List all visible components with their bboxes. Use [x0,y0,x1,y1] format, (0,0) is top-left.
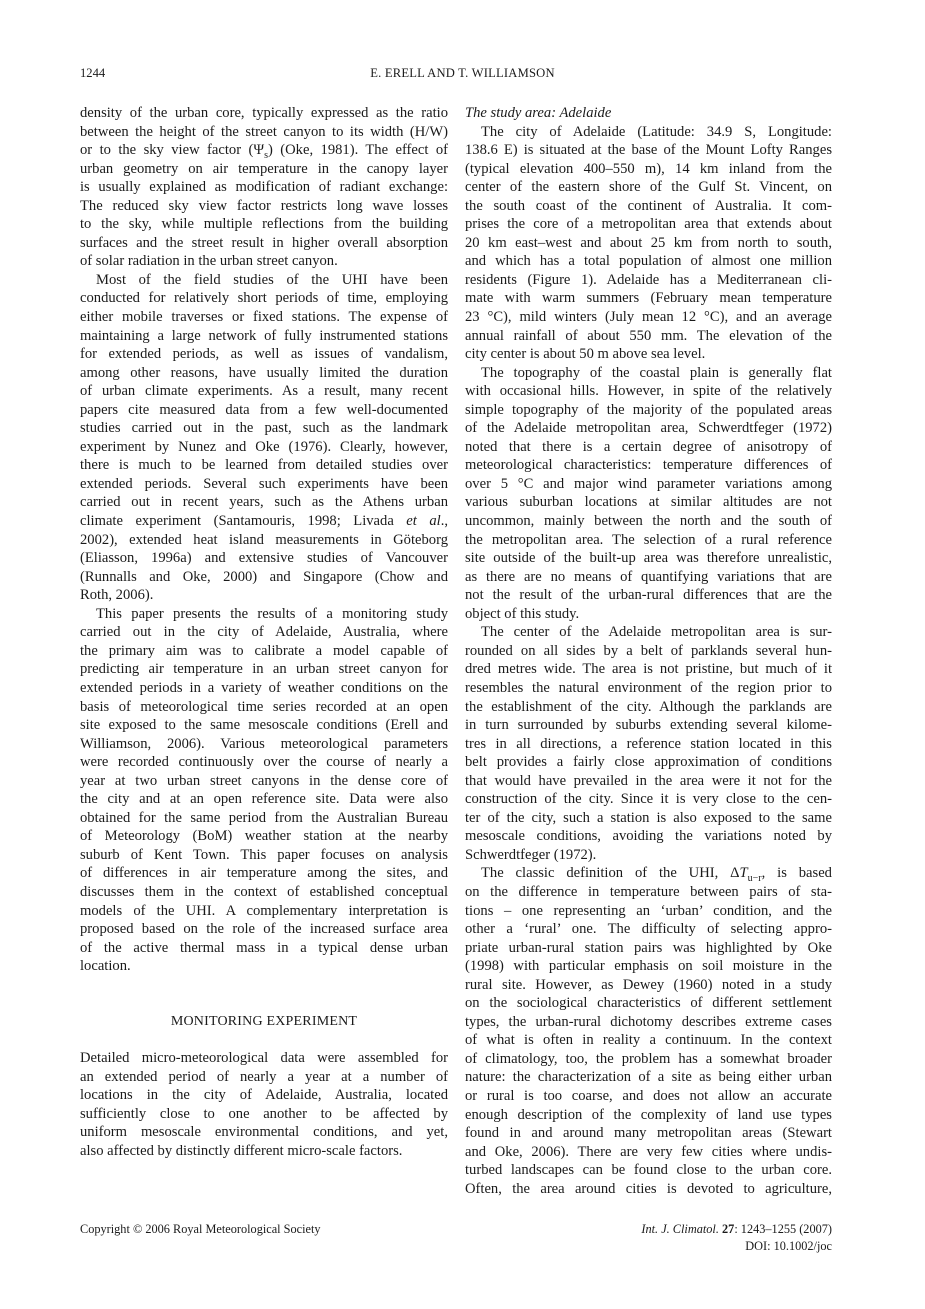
text-line: sufficiently close to one another to be affected by [80,1105,448,1122]
text-line: Most of the field studies of the UHI have been [96,271,448,288]
text-line: city center is about 50 m above sea level. [465,346,706,363]
text-line: resembles the natural environment of the region prior to [465,679,832,696]
text-line: on the difference in temperature between pairs of sta- [465,883,832,900]
text-line: Roth, 2006). [80,587,154,604]
text-line: ter of the city, such a station is also exposed to the same [465,809,832,826]
text-line: turbed landscapes can be found close to the urban core. [465,1162,832,1179]
text-line: The topography of the coastal plain is generally flat [481,364,832,381]
text-line: construction of the city. Since it is very close to the cen- [465,791,832,808]
text-line: (1998) with particular emphasis on soil moisture in the [465,958,832,975]
text-line: either mobile traverses or fixed stations. The expense of [80,309,448,326]
text-line: also affected by distinctly different micro-scale factors. [80,1142,403,1159]
text-line: basis of meteorological time series recorded at an open [80,698,448,715]
text-line: predicting air temperature in an urban street canyon for [80,661,448,678]
copyright-notice: Copyright © 2006 Royal Meteorological Society [80,1222,321,1236]
text-line: over 5 °C and major wind parameter variations among [465,475,832,492]
text-line: extended periods. Several such experiments have been [80,475,448,492]
text-line: found in and around many metropolitan areas (Stewart [465,1125,832,1142]
journal-pages-year: : 1243–1255 (2007) [734,1222,832,1236]
right-column [465,104,832,1198]
text-line: tions – one representing an ‘urban’ condition, and the [465,902,832,919]
text-line: residents (Figure 1). Adelaide has a Mediterranean cli- [465,271,832,288]
text-line: location. [80,958,131,975]
text-line: site exposed to the same mesoscale conditions (Erell and [80,717,448,734]
text-line: of the Adelaide metropolitan area, Schwerdtfeger (1972) [465,420,832,437]
text-line: various suburban locations at similar altitudes are not [465,494,832,511]
text-line: tres in all directions, a reference station located in this [465,735,832,752]
text-line: or rural is too coarse, and does not allow an accurate [465,1087,832,1104]
text-line: of urban climate experiments. As a result, many recent [80,383,448,400]
text-line: year at two urban street canyons in the dense core of [80,772,448,789]
text-line: The classic definition of the UHI, $\Delta T_{u-r}$, is based [481,865,832,885]
text-line: density of the urban core, typically expressed as the ratio [80,105,448,121]
text-line: object of this study. [465,605,580,622]
text-line: The reduced sky view factor restricts long wave losses [80,197,448,214]
text-line: nature: the characterization of a site as being either urban [465,1069,832,1086]
text-line: among other reasons, have usually limited the duration [80,364,448,381]
text-line: Williamson, 2006). Various meteorological parameters [80,735,448,752]
running-head [80,66,845,84]
text-line: on the sociological characteristics of different settlement [465,995,832,1012]
text-line: site outside of the built-up area was therefore unrealistic, [465,550,832,567]
text-line: of the active thermal mass in a typical dense urban [80,939,448,956]
text-line: there is much to be learned from detailed studies over [80,457,448,474]
text-line: urban geometry on air temperature in the canopy layer [80,160,448,177]
subsection-heading: The study area: Adelaide [465,105,612,121]
text-line: prises the core of a metropolitan area that extends about [465,216,832,233]
running-head-authors: E. ERELL AND T. WILLIAMSON [370,66,555,80]
text-line: Detailed micro-meteorological data were assembled for [80,1050,448,1067]
text-line: The center of the Adelaide metropolitan area is sur- [481,624,832,641]
text-line: papers cite measured data from a few well-documented [80,401,448,418]
text-line: to the sky, while multiple reflections from the building [80,216,448,233]
text-line: as there are no means of quantifying variations that are [465,568,832,585]
text-line: the metropolitan area. The selection of a rural reference [465,531,832,548]
text-line: in turn surrounded by suburbs extending several kilome- [465,717,832,734]
text-line: carried out in the city of Adelaide, Australia, where [80,624,448,641]
left-column [80,104,448,1161]
text-line: were recorded continuously over the course of nearly a [80,754,448,771]
text-line: with occasional hills. However, in spite of the relatively [465,383,832,400]
paragraph [465,364,832,624]
text-line: types, the urban-rural dichotomy describes extreme cases [465,1013,832,1030]
spacer [80,976,448,1013]
journal-volume: 27 [722,1222,735,1236]
journal-citation [641,1222,832,1237]
text-line: the city and at an open reference site. Data were also [80,791,448,808]
text-line: enough description of the complexity of land use types [465,1106,832,1123]
paragraph [80,271,448,605]
text-line: The city of Adelaide (Latitude: 34.9 S, Longitude: [481,123,832,140]
text-line: of Meteorology (BoM) weather station at the nearby [80,828,448,845]
text-line: of what is often in reality a continuum. In the context [465,1032,832,1049]
text-line: discusses them in the context of established conceptual [80,883,448,900]
text-line: 2002), extended heat island measurements in Göteborg [80,531,448,548]
paragraph [80,1049,448,1160]
text-line: the south coast of the continent of Australia. It com- [465,197,832,214]
text-line: meteorological characteristics: temperature differences of [465,457,832,474]
text-line: locations in the city of Adelaide, Australia, located [80,1087,448,1104]
text-line: mesoscale conditions, avoiding the variations noted by [465,828,832,845]
text-line: conducted for relatively short periods of time, employing [80,290,448,307]
text-line: uniform mesoscale environmental conditions, and yet, [80,1124,448,1141]
text-line: of climatology, too, the problem has a somewhat broader [465,1050,832,1067]
text-line: Schwerdtfeger (1972). [465,846,597,863]
text-line: center of the eastern shore of the Gulf St. Vincent, on [465,179,832,196]
text-line: 23 °C), mild winters (July mean 12 °C), and an average [465,309,832,326]
text-line: an extended period of nearly a year at a number of [80,1068,448,1085]
text-line: dred metres wide. The area is not pristine, but much of it [465,661,832,678]
text-line: not the result of the urban-rural differences that are the [465,587,832,604]
text-line: and Oke, 2006). There are very few cities where undis- [465,1143,832,1160]
text-line: extended periods in a variety of weather conditions on the [80,679,448,696]
text-line: of differences in air temperature among the sites, and [80,865,448,882]
text-line: annual rainfall of about 550 mm. The elevation of the [465,327,832,344]
paragraph [80,605,448,976]
text-line: noted that there is a certain degree of anisotropy of [465,438,832,455]
text-line: for extended periods, as well as issues of vandalism, [80,346,448,363]
text-line: of solar radiation in the urban street canyon. [80,253,338,270]
text-line: studies carried out in the past, such as the landmark [80,420,448,437]
text-line: experiment by Nunez and Oke (1976). Clearly, however, [80,438,448,455]
text-line: belt provides a fairly close approximation of conditions [465,754,832,771]
text-line: uncommon, mainly between the north and the south of [465,513,832,530]
text-line: carried out in recent years, such as the Athens urban [80,494,448,511]
text-line: 138.6 E) is situated at the base of the Mount Lofty Ranges [465,142,832,159]
paragraph [80,104,448,271]
text-line: (typical elevation 400–550 m), 14 km inland from the [465,160,832,177]
text-line: surfaces and the street result in higher overall absorption [80,234,448,251]
text-line: and which has a total population of almost one million [465,253,832,270]
text-line: the establishment of the city. Although the parklands are [465,698,832,715]
text-line: (Eliasson, 1996a) and extensive studies of Vancouver [80,550,448,567]
text-line: priate urban-rural station pairs was highlighted by Oke [465,939,832,956]
text-line: climate experiment (Santamouris, 1998; Livada et al., [80,513,448,530]
text-line: maintaining a large network of fully instrumented stations [80,327,448,344]
text-line: or to the sky view factor $(\Psi_s)$ (Oke, 1981). The effect of [80,142,448,161]
text-line: obtained for the same period from the Australian Bureau [80,809,448,826]
text-line: that would have prevailed in the area were it not for the [465,772,832,789]
paragraph [465,123,832,364]
doi: DOI: 10.1002/joc [745,1239,832,1253]
text-line: proposed based on the role of the increased surface area [80,921,448,938]
text-line: is usually explained as modification of radiant exchange: [80,179,448,196]
journal-name: Int. J. Climatol. [641,1222,719,1236]
text-line: mate with warm summers (February mean temperature [465,290,832,307]
text-line: (Runnalls and Oke, 2000) and Singapore (Chow and [80,568,448,585]
text-line: 20 km east–west and about 25 km from north to south, [465,234,832,251]
text-line: rounded on all sides by a belt of parklands several hun- [465,642,832,659]
text-line: between the height of the street canyon to its width (H/W) [80,123,448,140]
section-heading: MONITORING EXPERIMENT [170,1013,358,1029]
text-line: other a ‘rural’ one. The difficulty of selecting appro- [465,921,832,938]
text-line: rural site. However, as Dewey (1960) noted in a study [465,976,832,993]
paragraph [465,623,832,864]
text-line: models of the UHI. A complementary interpretation is [80,902,448,919]
text-line: Often, the area around cities is devoted to agriculture, [465,1180,832,1197]
page-number: 1244 [80,66,106,80]
text-line: This paper presents the results of a monitoring study [96,605,448,622]
spacer [80,1031,448,1049]
text-line: simple topography of the majority of the populated areas [465,401,832,418]
text-line: suburb of Kent Town. This paper focuses on analysis [80,846,448,863]
text-line: the primary aim was to calibrate a model capable of [80,642,448,659]
paragraph [465,864,832,1198]
